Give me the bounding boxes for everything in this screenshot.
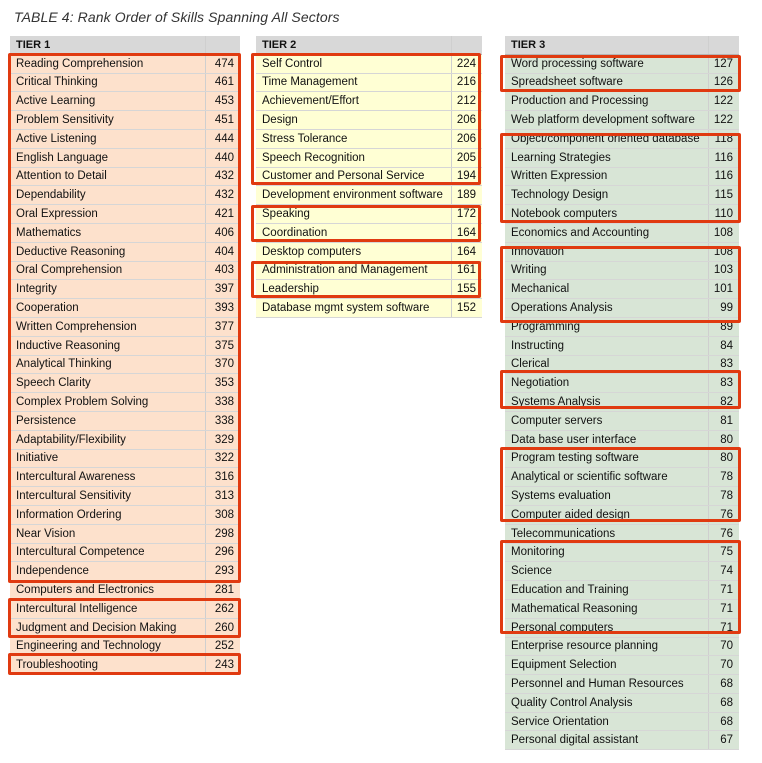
tier-1-value-header xyxy=(205,36,240,54)
table-row xyxy=(10,148,240,167)
skill-name: Speech Recognition xyxy=(256,148,451,167)
tier-2-header: TIER 2 xyxy=(256,36,451,54)
skill-name: Speaking xyxy=(256,205,451,224)
table-row xyxy=(505,129,739,148)
table-row xyxy=(256,242,482,261)
skill-name: Analytical or scientific software xyxy=(505,468,708,487)
table-row xyxy=(256,205,482,224)
table-row xyxy=(256,167,482,186)
table-row xyxy=(505,468,739,487)
table-row xyxy=(10,505,240,524)
skill-score: 99 xyxy=(708,299,739,318)
table-row xyxy=(505,449,739,468)
table-row xyxy=(505,374,739,393)
skill-score: 110 xyxy=(708,205,739,224)
skill-name: Coordination xyxy=(256,223,451,242)
skill-score: 224 xyxy=(451,54,482,73)
skill-name: Written Comprehension xyxy=(10,317,205,336)
skill-score: 71 xyxy=(708,581,739,600)
skill-score: 461 xyxy=(205,73,240,92)
skill-name: Systems Analysis xyxy=(505,393,708,412)
table-row xyxy=(505,111,739,130)
table-row xyxy=(505,393,739,412)
table-row xyxy=(10,129,240,148)
skill-score: 216 xyxy=(451,73,482,92)
skill-score: 440 xyxy=(205,148,240,167)
skill-name: Intercultural Awareness xyxy=(10,468,205,487)
skill-name: Adaptability/Flexibility xyxy=(10,430,205,449)
skill-name: Desktop computers xyxy=(256,242,451,261)
table-row xyxy=(505,186,739,205)
skill-score: 70 xyxy=(708,637,739,656)
skill-name: Independence xyxy=(10,562,205,581)
skill-name: Active Listening xyxy=(10,129,205,148)
skill-name: Leadership xyxy=(256,280,451,299)
skill-score: 451 xyxy=(205,111,240,130)
table-row xyxy=(10,562,240,581)
table-row xyxy=(505,543,739,562)
table-row xyxy=(505,54,739,73)
table-row xyxy=(256,299,482,318)
skill-name: Education and Training xyxy=(505,581,708,600)
skill-score: 80 xyxy=(708,430,739,449)
table-row xyxy=(505,712,739,731)
skill-name: Spreadsheet software xyxy=(505,73,708,92)
table-row xyxy=(505,562,739,581)
table-row xyxy=(505,487,739,506)
skill-score: 421 xyxy=(205,205,240,224)
table-row xyxy=(256,129,482,148)
table-row xyxy=(10,656,240,675)
table-row xyxy=(505,148,739,167)
table-row xyxy=(10,618,240,637)
skill-name: Information Ordering xyxy=(10,505,205,524)
skill-name: Cooperation xyxy=(10,299,205,318)
table-row xyxy=(256,148,482,167)
table-row xyxy=(505,731,739,750)
skill-name: Analytical Thinking xyxy=(10,355,205,374)
skill-score: 84 xyxy=(708,336,739,355)
table-row xyxy=(505,524,739,543)
skill-score: 76 xyxy=(708,524,739,543)
table-row xyxy=(10,449,240,468)
table-row xyxy=(10,430,240,449)
table-row xyxy=(505,92,739,111)
skill-name: Production and Processing xyxy=(505,92,708,111)
table-row xyxy=(256,111,482,130)
tier-3-value-header xyxy=(708,36,739,54)
skill-score: 404 xyxy=(205,242,240,261)
skill-score: 67 xyxy=(708,731,739,750)
skill-name: Personal digital assistant xyxy=(505,731,708,750)
skill-score: 189 xyxy=(451,186,482,205)
skill-score: 74 xyxy=(708,562,739,581)
skill-score: 70 xyxy=(708,656,739,675)
skill-score: 243 xyxy=(205,656,240,675)
skill-score: 161 xyxy=(451,261,482,280)
skill-name: Speech Clarity xyxy=(10,374,205,393)
skill-score: 108 xyxy=(708,242,739,261)
table-row xyxy=(10,167,240,186)
skill-score: 118 xyxy=(708,129,739,148)
skill-name: Operations Analysis xyxy=(505,299,708,318)
skill-score: 81 xyxy=(708,411,739,430)
table-row xyxy=(505,242,739,261)
tier-2-value-header xyxy=(451,36,482,54)
skill-name: Notebook computers xyxy=(505,205,708,224)
table-row xyxy=(10,73,240,92)
tier-1-header: TIER 1 xyxy=(10,36,205,54)
skill-score: 82 xyxy=(708,393,739,412)
skill-score: 172 xyxy=(451,205,482,224)
skill-score: 164 xyxy=(451,242,482,261)
table-row xyxy=(505,637,739,656)
table-row xyxy=(505,261,739,280)
skill-name: Problem Sensitivity xyxy=(10,111,205,130)
skill-name: Oral Expression xyxy=(10,205,205,224)
skill-score: 126 xyxy=(708,73,739,92)
skill-score: 194 xyxy=(451,167,482,186)
skill-score: 164 xyxy=(451,223,482,242)
skill-name: Quality Control Analysis xyxy=(505,693,708,712)
skill-name: Web platform development software xyxy=(505,111,708,130)
skill-name: Dependability xyxy=(10,186,205,205)
table-row xyxy=(505,73,739,92)
skill-name: Attention to Detail xyxy=(10,167,205,186)
table-row xyxy=(10,92,240,111)
skill-score: 393 xyxy=(205,299,240,318)
skill-name: Customer and Personal Service xyxy=(256,167,451,186)
table-row xyxy=(256,92,482,111)
skill-score: 403 xyxy=(205,261,240,280)
skill-score: 313 xyxy=(205,487,240,506)
skill-name: Computer aided design xyxy=(505,505,708,524)
table-row xyxy=(10,280,240,299)
table-row xyxy=(10,299,240,318)
table-row xyxy=(505,167,739,186)
skill-score: 108 xyxy=(708,223,739,242)
table-row xyxy=(10,543,240,562)
table-row xyxy=(10,317,240,336)
table-row xyxy=(256,54,482,73)
table-row xyxy=(10,205,240,224)
skill-name: Deductive Reasoning xyxy=(10,242,205,261)
skill-name: Program testing software xyxy=(505,449,708,468)
table-row xyxy=(505,430,739,449)
skill-score: 68 xyxy=(708,693,739,712)
skill-score: 453 xyxy=(205,92,240,111)
table-row xyxy=(505,505,739,524)
table-row xyxy=(10,581,240,600)
skill-score: 205 xyxy=(451,148,482,167)
skill-name: Integrity xyxy=(10,280,205,299)
skill-score: 316 xyxy=(205,468,240,487)
skill-score: 115 xyxy=(708,186,739,205)
skill-score: 252 xyxy=(205,637,240,656)
table-row xyxy=(256,73,482,92)
skill-score: 155 xyxy=(451,280,482,299)
skill-score: 296 xyxy=(205,543,240,562)
table-row xyxy=(505,205,739,224)
skill-score: 68 xyxy=(708,712,739,731)
skill-score: 103 xyxy=(708,261,739,280)
skill-name: Database mgmt system software xyxy=(256,299,451,318)
skill-score: 262 xyxy=(205,599,240,618)
table-row xyxy=(10,242,240,261)
table-row xyxy=(505,299,739,318)
table-row xyxy=(10,393,240,412)
skill-score: 78 xyxy=(708,468,739,487)
skill-name: Mathematical Reasoning xyxy=(505,599,708,618)
skill-name: Systems evaluation xyxy=(505,487,708,506)
skill-name: Instructing xyxy=(505,336,708,355)
table-row xyxy=(505,336,739,355)
table-row xyxy=(256,280,482,299)
table-row xyxy=(505,618,739,637)
skill-name: Mechanical xyxy=(505,280,708,299)
skill-name: Self Control xyxy=(256,54,451,73)
table-row xyxy=(256,223,482,242)
skill-name: Intercultural Intelligence xyxy=(10,599,205,618)
table-row xyxy=(10,355,240,374)
skill-name: Programming xyxy=(505,317,708,336)
skill-name: Critical Thinking xyxy=(10,73,205,92)
skill-score: 122 xyxy=(708,111,739,130)
skill-score: 281 xyxy=(205,581,240,600)
skill-score: 406 xyxy=(205,223,240,242)
skill-name: Design xyxy=(256,111,451,130)
table-row xyxy=(10,54,240,73)
skill-score: 298 xyxy=(205,524,240,543)
table-row xyxy=(505,223,739,242)
table-row xyxy=(505,675,739,694)
skill-score: 75 xyxy=(708,543,739,562)
skill-name: Equipment Selection xyxy=(505,656,708,675)
skill-score: 206 xyxy=(451,129,482,148)
table-row xyxy=(505,656,739,675)
skill-score: 353 xyxy=(205,374,240,393)
skill-name: Innovation xyxy=(505,242,708,261)
table-row xyxy=(10,336,240,355)
table-row xyxy=(505,581,739,600)
table-row xyxy=(10,524,240,543)
skill-name: Complex Problem Solving xyxy=(10,393,205,412)
skill-score: 116 xyxy=(708,167,739,186)
skill-score: 68 xyxy=(708,675,739,694)
skill-score: 338 xyxy=(205,411,240,430)
table-row xyxy=(10,261,240,280)
skill-name: Achievement/Effort xyxy=(256,92,451,111)
skill-name: Personal computers xyxy=(505,618,708,637)
skill-score: 83 xyxy=(708,374,739,393)
skill-score: 71 xyxy=(708,599,739,618)
table-row xyxy=(505,693,739,712)
table-row xyxy=(10,468,240,487)
skill-score: 308 xyxy=(205,505,240,524)
skill-score: 397 xyxy=(205,280,240,299)
skill-name: Intercultural Competence xyxy=(10,543,205,562)
skill-name: Computers and Electronics xyxy=(10,581,205,600)
skill-score: 375 xyxy=(205,336,240,355)
skill-name: Clerical xyxy=(505,355,708,374)
skill-name: English Language xyxy=(10,148,205,167)
skill-score: 116 xyxy=(708,148,739,167)
table-row xyxy=(256,261,482,280)
skill-name: Written Expression xyxy=(505,167,708,186)
skill-score: 83 xyxy=(708,355,739,374)
skill-score: 432 xyxy=(205,186,240,205)
skill-name: Personnel and Human Resources xyxy=(505,675,708,694)
skill-name: Object/component oriented database xyxy=(505,129,708,148)
skill-score: 322 xyxy=(205,449,240,468)
skill-name: Data base user interface xyxy=(505,430,708,449)
skill-name: Initiative xyxy=(10,449,205,468)
skill-score: 474 xyxy=(205,54,240,73)
table-title: TABLE 4: Rank Order of Skills Spanning All Sectors xyxy=(14,9,340,25)
table-row xyxy=(505,355,739,374)
skill-score: 89 xyxy=(708,317,739,336)
table-row xyxy=(10,599,240,618)
skill-name: Monitoring xyxy=(505,543,708,562)
skill-score: 80 xyxy=(708,449,739,468)
skill-score: 212 xyxy=(451,92,482,111)
skill-name: Stress Tolerance xyxy=(256,129,451,148)
skill-name: Administration and Management xyxy=(256,261,451,280)
skill-name: Time Management xyxy=(256,73,451,92)
skill-score: 152 xyxy=(451,299,482,318)
table-row xyxy=(10,637,240,656)
skill-name: Intercultural Sensitivity xyxy=(10,487,205,506)
tier-3-table xyxy=(505,36,739,750)
table-row xyxy=(505,317,739,336)
skill-name: Service Orientation xyxy=(505,712,708,731)
skill-score: 377 xyxy=(205,317,240,336)
skill-score: 293 xyxy=(205,562,240,581)
skill-score: 78 xyxy=(708,487,739,506)
tier-3-header: TIER 3 xyxy=(505,36,708,54)
skill-name: Telecommunications xyxy=(505,524,708,543)
skill-name: Mathematics xyxy=(10,223,205,242)
skill-name: Enterprise resource planning xyxy=(505,637,708,656)
skill-score: 76 xyxy=(708,505,739,524)
skill-name: Troubleshooting xyxy=(10,656,205,675)
skill-name: Judgment and Decision Making xyxy=(10,618,205,637)
skill-score: 101 xyxy=(708,280,739,299)
table-row xyxy=(505,599,739,618)
skill-name: Writing xyxy=(505,261,708,280)
table-row xyxy=(505,411,739,430)
skill-name: Word processing software xyxy=(505,54,708,73)
skill-name: Science xyxy=(505,562,708,581)
skill-name: Learning Strategies xyxy=(505,148,708,167)
skill-name: Inductive Reasoning xyxy=(10,336,205,355)
skill-name: Computer servers xyxy=(505,411,708,430)
skill-name: Development environment software xyxy=(256,186,451,205)
skill-score: 329 xyxy=(205,430,240,449)
skill-score: 127 xyxy=(708,54,739,73)
table-row xyxy=(256,186,482,205)
skill-name: Oral Comprehension xyxy=(10,261,205,280)
skill-name: Persistence xyxy=(10,411,205,430)
skill-score: 122 xyxy=(708,92,739,111)
skill-score: 444 xyxy=(205,129,240,148)
skill-name: Economics and Accounting xyxy=(505,223,708,242)
skill-score: 370 xyxy=(205,355,240,374)
skill-score: 338 xyxy=(205,393,240,412)
table-row xyxy=(505,280,739,299)
skill-name: Near Vision xyxy=(10,524,205,543)
skill-score: 71 xyxy=(708,618,739,637)
skill-score: 206 xyxy=(451,111,482,130)
table-row xyxy=(10,411,240,430)
tier-1-table xyxy=(10,36,240,675)
tier-2-table xyxy=(256,36,482,318)
skill-name: Active Learning xyxy=(10,92,205,111)
skill-score: 260 xyxy=(205,618,240,637)
table-row xyxy=(10,111,240,130)
skill-score: 432 xyxy=(205,167,240,186)
table-row xyxy=(10,487,240,506)
table-row xyxy=(10,374,240,393)
skill-name: Technology Design xyxy=(505,186,708,205)
skill-name: Engineering and Technology xyxy=(10,637,205,656)
table-row xyxy=(10,223,240,242)
table-row xyxy=(10,186,240,205)
skill-name: Reading Comprehension xyxy=(10,54,205,73)
skill-name: Negotiation xyxy=(505,374,708,393)
